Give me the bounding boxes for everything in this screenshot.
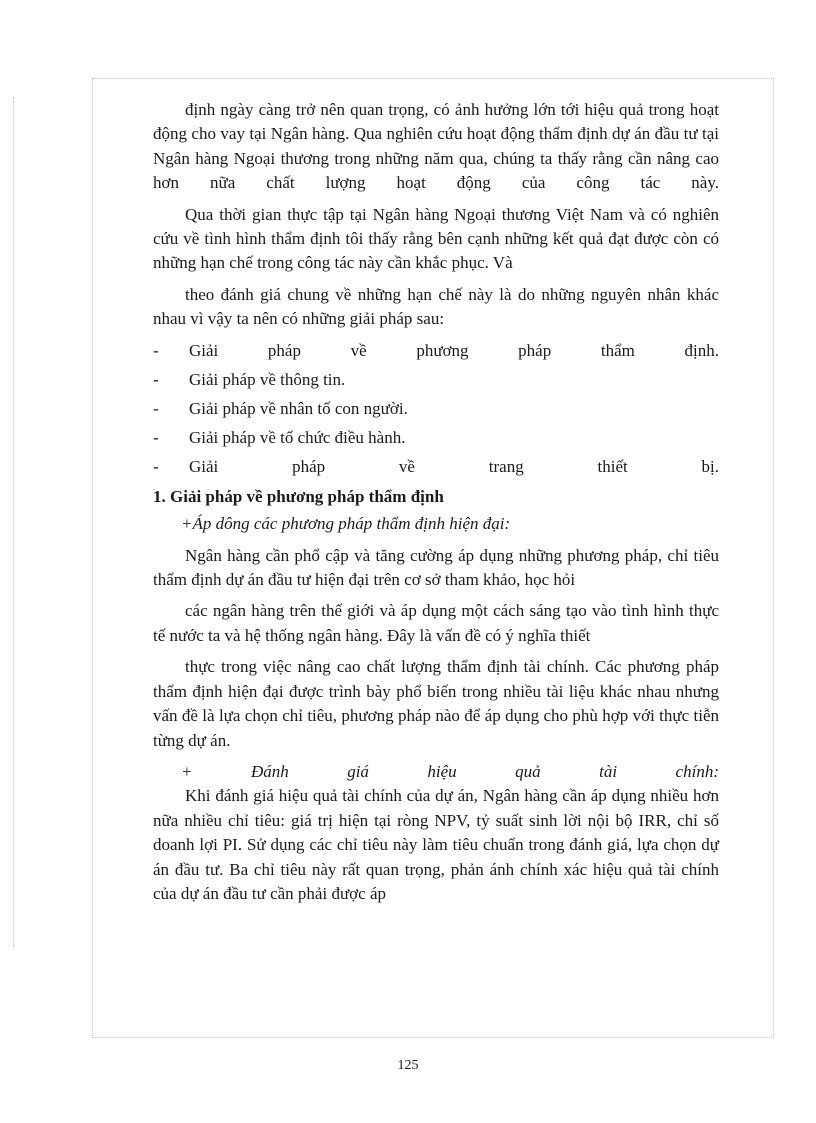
page-number: 125 [397, 1058, 419, 1073]
list-item [153, 423, 719, 452]
bullet-dash: - [153, 369, 159, 389]
subheading-modern-methods: +Áp dông các phương pháp thẩm định hiện đại: [181, 513, 511, 533]
paragraph-intro: định ngày càng trở nên quan trọng, có ảnh hưởng lớn tới hiệu quả trong hoạt động cho vay tại Ngân hàng. Qua nghiên cứu hoạt động thẩm định dự án đầu tư tại Ngân hàng Ngoại thương trong những năm qua, chúng ta thấy rằng cần nâng cao hơn nữa chất lượng hoạt động của công tác này. [153, 100, 719, 193]
list-item [153, 452, 719, 481]
list-item-text: Giải pháp về trang thiết bị. [189, 456, 719, 476]
paragraph-practical: thực trong việc nâng cao chất lượng thẩm định tài chính. Các phương pháp thẩm định hiện đại được trình bày phổ biến trong nhiều tài liệu khác nhau nhưng vấn đề là lựa chọn chỉ tiêu, phương pháp nào để áp dụng cho phù hợp với thực tiễn từng dự án. [153, 657, 719, 750]
document-body [153, 98, 719, 906]
page-edge-guide [13, 97, 14, 947]
paragraph-financial-indicators: Khi đánh giá hiệu quả tài chính của dự án, Ngân hàng cần áp dụng nhiều hơn nữa nhiều chỉ tiêu: giá trị hiện tại ròng NPV, tỷ suất sinh lời nội bộ IRR, chỉ số doanh lợi PI. Sử dụng các chỉ tiêu này làm tiêu chuẩn trong đánh giá, lựa chọn dự án đầu tư. Ba chỉ tiêu này rất quan trọng, phản ánh chính xác hiệu quả tài chính của dự án đầu tư cần phải được áp [153, 786, 719, 903]
solutions-list [153, 336, 719, 481]
list-item [153, 394, 719, 423]
section-heading: 1. Giải pháp về phương pháp thẩm định [153, 486, 444, 506]
list-item [153, 336, 719, 365]
bullet-dash: - [153, 427, 159, 447]
paragraph-limitations: theo đánh giá chung về những hạn chế này là do những nguyên nhân khác nhau vì vậy ta nên có những giải pháp sau: [153, 284, 719, 329]
bullet-dash: - [153, 456, 159, 476]
paragraph-world-banks: các ngân hàng trên thế giới và áp dụng một cách sáng tạo vào tình hình thực tế nước ta và hệ thống ngân hàng. Đây là vấn đề có ý nghĩa thiết [153, 601, 719, 645]
paragraph-modern-methods: Ngân hàng cần phổ cập và tăng cường áp dụng những phương pháp, chỉ tiêu thẩm định dự án đầu tư hiện đại trên cơ sở tham khảo, học hỏi [153, 545, 719, 590]
list-item-text: Giải pháp về thông tin. [189, 369, 346, 389]
paragraph-internship: Qua thời gian thực tập tại Ngân hàng Ngoại thương Việt Nam và có nghiên cứu về tình hình thẩm định tôi thấy rằng bên cạnh những kết quả đạt được còn có những hạn chế trong công tác này cần khắc phục. Và [153, 204, 719, 273]
subheading-financial-evaluation: + Đánh giá hiệu quả tài chính: [181, 761, 719, 781]
list-item-text: Giải pháp về phương pháp thẩm định. [189, 340, 719, 360]
bullet-dash: - [153, 398, 159, 418]
list-item-text: Giải pháp về nhân tố con người. [189, 398, 408, 418]
bullet-dash: - [153, 340, 159, 360]
list-item [153, 365, 719, 394]
list-item-text: Giải pháp về tổ chức điều hành. [189, 427, 406, 447]
